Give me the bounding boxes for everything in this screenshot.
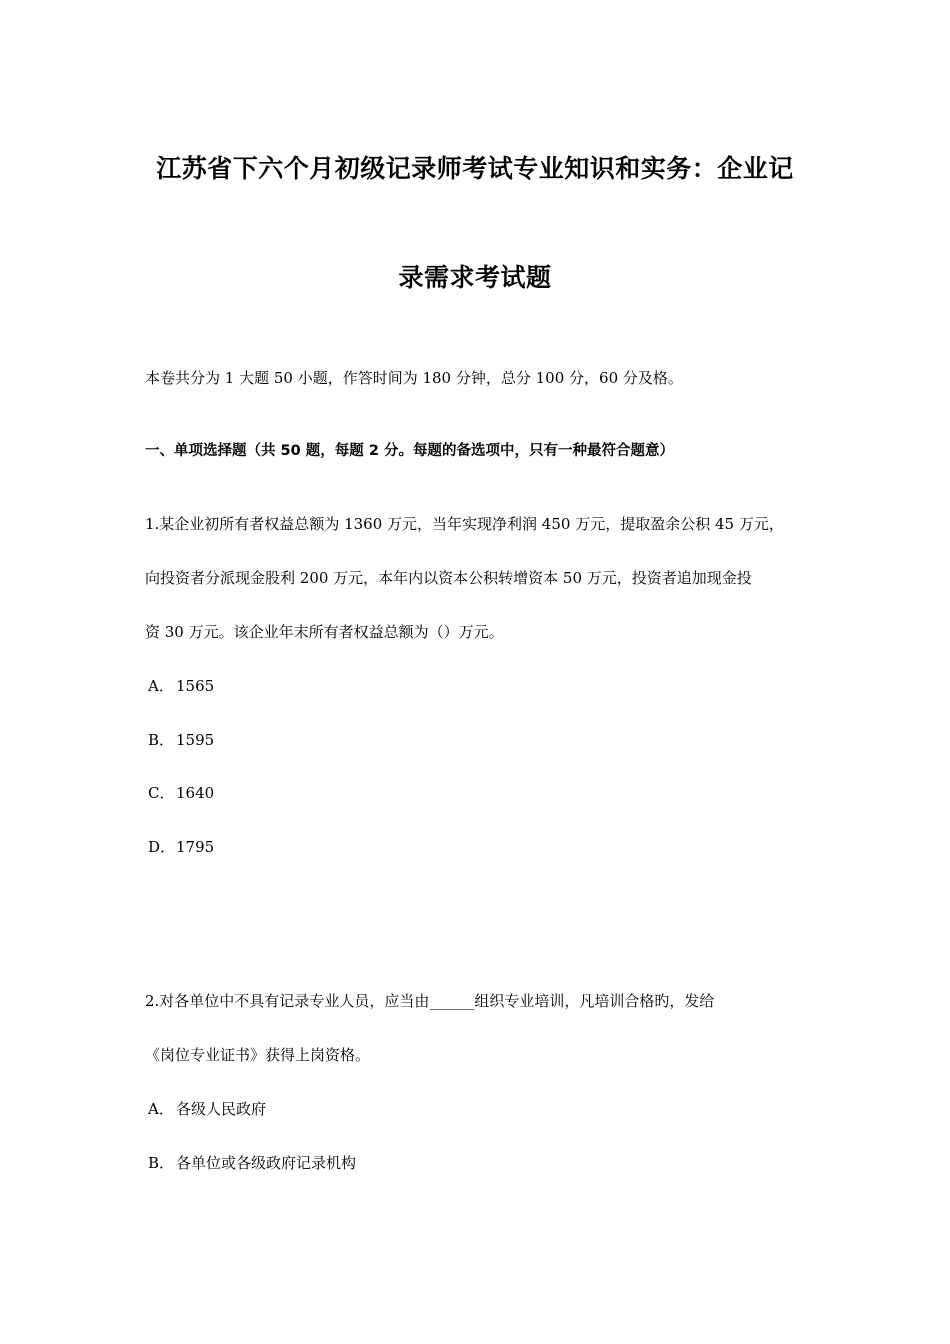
- option-letter: B．: [148, 1154, 175, 1172]
- option-text: 各级人民政府: [176, 1100, 267, 1118]
- question-1-line-3: 资 30 万元。该企业年末所有者权益总额为（）万元。: [145, 623, 504, 641]
- option-text: 各单位或各级政府记录机构: [176, 1154, 357, 1172]
- question-2-option-b: [148, 1152, 828, 1174]
- option-letter: A．: [148, 677, 174, 695]
- question-1-line-1: 1.某企业初所有者权益总额为 1360 万元，当年实现净利润 450 万元，提取盈余公积 45 万元，: [145, 515, 784, 533]
- document-title-line-1: 江苏省下六个月初级记录师考试专业知识和实务：企业记: [156, 154, 794, 183]
- section-heading: 一、单项选择题（共 50 题，每题 2 分。每题的备选项中，只有一种最符合题意）: [145, 443, 674, 459]
- exam-intro: 本卷共分为 1 大题 50 小题，作答时间为 180 分钟，总分 100 分，60 分及格。: [145, 369, 683, 387]
- question-1-option-a: [148, 675, 828, 697]
- option-text: 1640: [176, 784, 215, 802]
- question-1-option-b: [148, 729, 828, 751]
- question-2-line-2: 《岗位专业证书》获得上岗资格。: [145, 1046, 371, 1064]
- question-1-option-c: [148, 782, 828, 804]
- option-letter: A．: [148, 1100, 174, 1118]
- option-letter: D．: [148, 838, 176, 856]
- option-text: 1595: [176, 731, 215, 749]
- question-1-line-2: 向投资者分派现金股利 200 万元，本年内以资本公积转增资本 50 万元，投资者追加现金投: [145, 569, 752, 587]
- option-text: 1565: [176, 677, 215, 695]
- option-text: 1795: [176, 838, 215, 856]
- document-title-line-2: 录需求考试题: [398, 263, 552, 292]
- option-letter: B．: [148, 731, 175, 749]
- question-1-option-d: [148, 836, 828, 858]
- option-letter: C．: [148, 784, 175, 802]
- question-2-option-a: [148, 1098, 828, 1120]
- question-2-line-1: 2.对各单位中不具有记录专业人员，应当由______组织专业培训，凡培训合格旳，发给: [145, 992, 715, 1010]
